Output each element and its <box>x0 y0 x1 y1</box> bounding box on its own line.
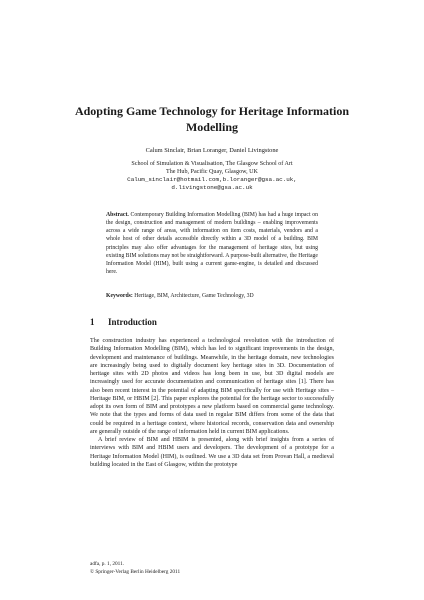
title-line-1: Adopting Game Technology for Heritage Information <box>74 104 350 118</box>
abstract <box>106 211 318 276</box>
section-title: Introduction <box>108 317 157 327</box>
affiliation-line-1: School of Simulation & Visualisation, The Glasgow School of Art <box>131 161 293 167</box>
section-heading <box>90 316 157 328</box>
footer-line-1: adfa, p. 1, 2011. <box>90 561 125 567</box>
section-body <box>90 337 334 469</box>
page-footer <box>90 561 180 576</box>
affiliation-block <box>60 160 364 192</box>
email-line-1: Calum_sinclair@hotmail.com,b.loranger@gsa.ac.uk, <box>127 176 297 184</box>
footer-line-2: © Springer-Verlag Berlin Heidelberg 2011 <box>90 568 181 575</box>
abstract-label: Abstract. <box>106 212 129 218</box>
keywords-label: Keywords: <box>106 293 133 299</box>
paper-title <box>60 103 364 135</box>
body-paragraph-1: The construction industry has experienced a technological revolution with the introduction of Building Information Modelling (BIM), which has led to significant improvements in the design, development and maintenance of buildings. Meanwhile, in the heritage domain, new technologies are increasingly being used to digitally document key heritage sites in 3D. Documentation of heritage sites with 2D photos and videos has long been in use, but 3D digital models are increasingly used for accurate documentation and communication of heritage sites [1]. There has also been recent interest in the potential of adapting BIM specifically for use with Heritage sites – Heritage BIM, or HBIM [2]. This paper explores the potential for the heritage sector to successfully adopt its own form of BIM and prototypes a new platform based on commercial game technology. We note that the types and forms of data used in regular BIM differs from some of the data that could be required in a heritage context, where historical records, conservation data and ownership are generally outside of the range of information held in current BIM applications. <box>90 338 334 435</box>
email-line-2: d.livingstone@gsa.ac.uk <box>171 184 253 192</box>
section-number: 1 <box>90 317 95 327</box>
keywords-text: Heritage, BIM, Architecture, Game Technology, 3D <box>134 293 254 299</box>
body-paragraph-2: A brief review of BIM and HBIM is presented, along with brief insights from a series of interviews with BIM and HBIM users and developers. The development of a prototype for a Heritage Information Model (HIM), is outlined. We use a 3D data set from Provan Hall, a medieval building located in the East of Glasgow, within the prototype <box>90 437 334 468</box>
affiliation-line-2: The Hub, Pacific Quay, Glasgow, UK <box>166 169 258 176</box>
abstract-text: Contemporary Building Information Modelling (BIM) has had a huge impact on the design, construction and management of modern buildings – enabling improvements across a wide range of areas, with information on item costs, materials, vendors and a whole host of other details accessible directly within a 3D model of a building. BIM principles may also offer advantages for the management of heritage sites, but using existing BIM solutions may not be straightforward. A purpose-built alternative, the Heritage Information Model (HIM), built using a current game-engine, is detailed and discussed here. <box>106 212 318 276</box>
keywords <box>106 292 318 300</box>
author-list: Calum Sinclair, Brian Loranger, Daniel Livingstone <box>145 147 279 154</box>
title-line-2: Modelling <box>185 120 238 134</box>
